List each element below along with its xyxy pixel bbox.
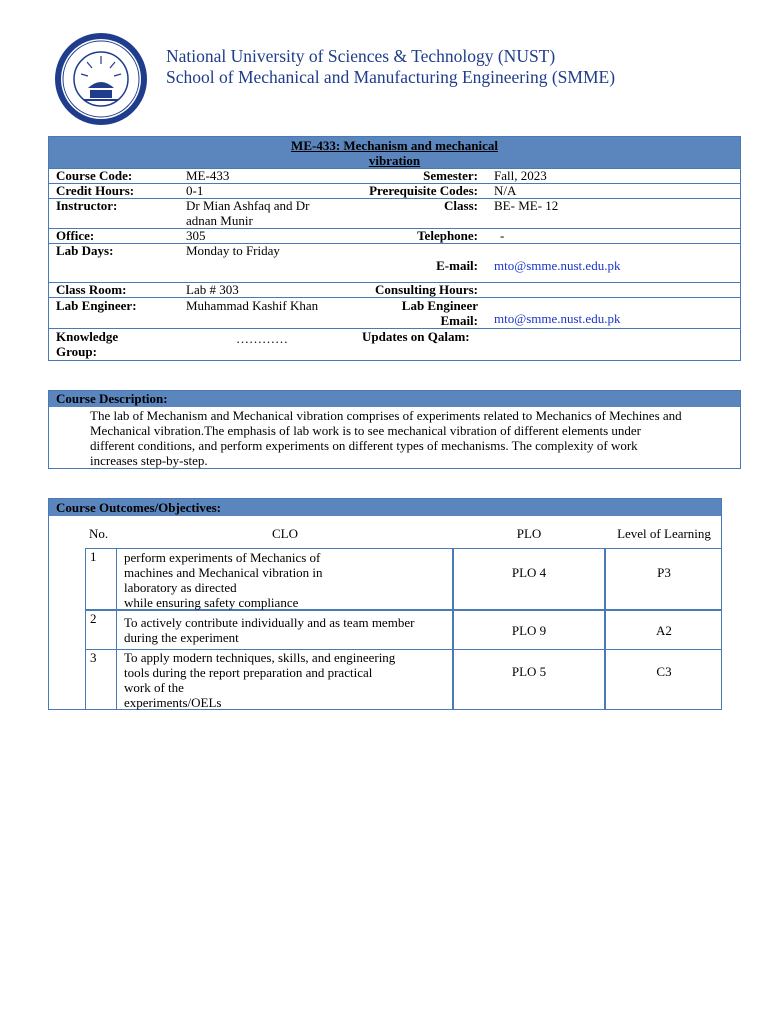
class-room-value: Lab # 303 bbox=[186, 282, 239, 297]
description-line: Mechanical vibration.The emphasis of lab work is to see mechanical vibration of different elements under bbox=[90, 423, 641, 438]
lab-days-label: Lab Days: bbox=[56, 243, 114, 258]
consulting-hours-label: Consulting Hours: bbox=[375, 282, 478, 297]
outcomes-heading: Course Outcomes/Objectives: bbox=[56, 500, 221, 515]
outcome-no: 2 bbox=[90, 611, 97, 626]
description-line: The lab of Mechanism and Mechanical vibration comprises of experiments related to Mechanics of Mechines and bbox=[90, 408, 682, 423]
outcome-no: 1 bbox=[90, 549, 97, 564]
outcome-plo: PLO 5 bbox=[511, 664, 547, 679]
office-value: 305 bbox=[186, 228, 206, 243]
prereq-label: Prerequisite Codes: bbox=[369, 183, 478, 198]
class-value: BE- ME- 12 bbox=[494, 198, 559, 213]
course-info-table bbox=[48, 136, 741, 361]
qalam-label: Updates on Qalam: bbox=[362, 329, 470, 344]
office-label: Office: bbox=[56, 228, 95, 243]
lab-engineer-email-label: Lab Engineer Email: bbox=[401, 298, 478, 328]
description-line: different conditions, and perform experiments on different types of mechanisms. The complexity of work bbox=[90, 438, 638, 453]
lab-engineer-label: Lab Engineer: bbox=[56, 298, 137, 313]
university-name: National University of Sciences & Technology (NUST) bbox=[166, 46, 556, 66]
credit-hours-value: 0-1 bbox=[186, 183, 204, 198]
telephone-label: Telephone: bbox=[417, 228, 478, 243]
instructor-label: Instructor: bbox=[56, 198, 118, 213]
class-room-label: Class Room: bbox=[56, 282, 127, 297]
class-label: Class: bbox=[444, 198, 478, 213]
column-header-clo: CLO bbox=[272, 526, 298, 541]
telephone-value: - bbox=[500, 228, 505, 243]
lab-engineer-email-link[interactable]: mto@smme.nust.edu.pk bbox=[494, 311, 621, 326]
email-link[interactable]: mto@smme.nust.edu.pk bbox=[494, 258, 621, 273]
course-description-box bbox=[48, 390, 741, 469]
course-outcomes-table bbox=[48, 498, 722, 710]
course-title: ME-433: Mechanism and mechanical vibration bbox=[291, 138, 498, 168]
outcome-level: C3 bbox=[656, 664, 672, 679]
outcome-level: A2 bbox=[656, 623, 672, 638]
knowledge-group-label: Knowledge Group: bbox=[56, 329, 119, 359]
instructor-value: Dr Mian Ashfaq and Dr adnan Munir bbox=[186, 198, 310, 228]
semester-label: Semester: bbox=[423, 168, 478, 183]
outcome-clo: perform experiments of Mechanics of machines and Mechanical vibration in laboratory as directed while ensuring safety compliance bbox=[124, 550, 323, 610]
semester-value: Fall, 2023 bbox=[494, 168, 547, 183]
outcome-level: P3 bbox=[657, 565, 671, 580]
description-line: increases step-by-step. bbox=[90, 453, 208, 468]
knowledge-group-value: ………… bbox=[236, 331, 288, 346]
outcome-clo: To apply modern techniques, skills, and engineering tools during the report preparation and practical work of the experiments/OELs bbox=[124, 650, 396, 710]
description-heading: Course Description: bbox=[56, 391, 168, 406]
course-code-value: ME-433 bbox=[186, 168, 230, 183]
outcome-plo: PLO 9 bbox=[511, 623, 547, 638]
column-header-no: No. bbox=[89, 526, 109, 541]
school-name: School of Mechanical and Manufacturing Engineering (SMME) bbox=[166, 67, 616, 87]
prereq-value: N/A bbox=[494, 183, 517, 198]
outcome-no: 3 bbox=[90, 650, 97, 665]
column-header-plo: PLO bbox=[516, 526, 542, 541]
outcome-clo: To actively contribute individually and as team member during the experiment bbox=[124, 615, 415, 645]
lab-engineer-value: Muhammad Kashif Khan bbox=[186, 298, 319, 313]
lab-days-value: Monday to Friday bbox=[186, 243, 280, 258]
credit-hours-label: Credit Hours: bbox=[56, 183, 135, 198]
column-header-level: Level of Learning bbox=[617, 526, 711, 541]
email-label: E-mail: bbox=[436, 258, 478, 273]
nust-logo bbox=[54, 32, 148, 126]
outcome-plo: PLO 4 bbox=[511, 565, 547, 580]
course-code-label: Course Code: bbox=[56, 168, 133, 183]
